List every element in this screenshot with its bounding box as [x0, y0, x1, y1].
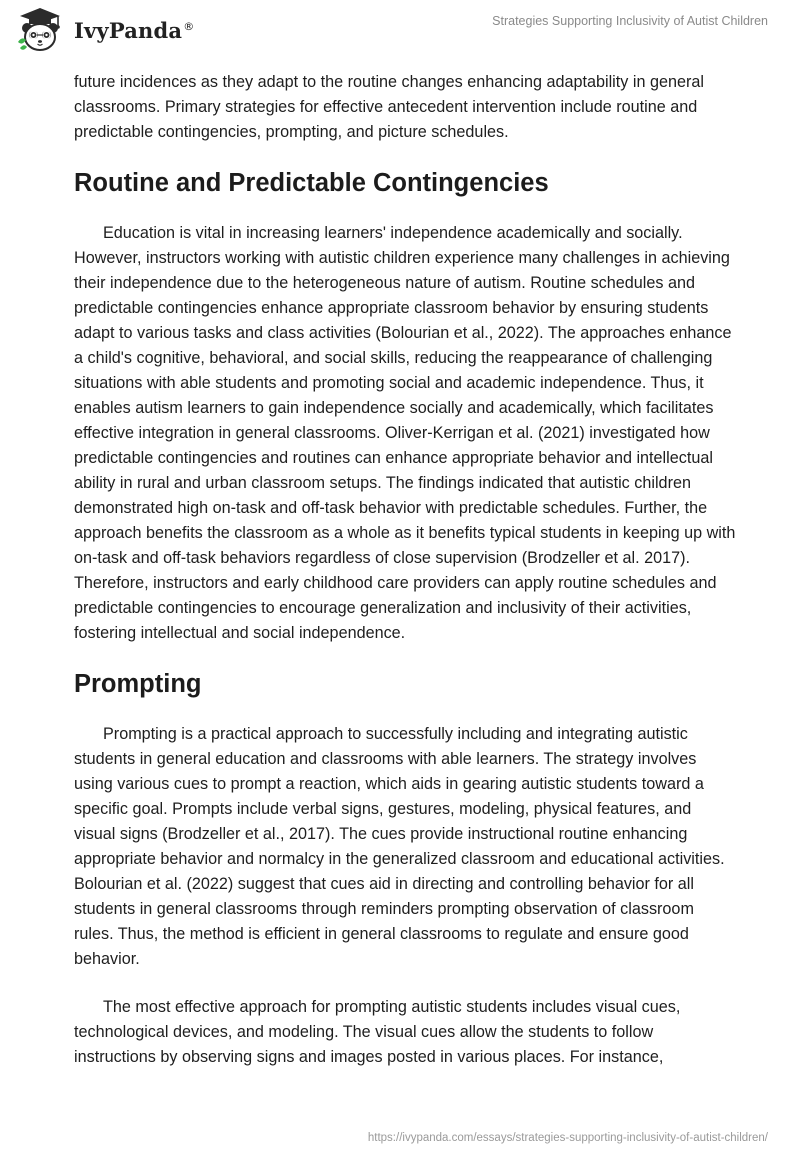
brand-name: IvyPanda®	[74, 17, 195, 43]
panda-graduate-icon	[14, 6, 66, 54]
prompting-paragraph-2: The most effective approach for prompting autistic students includes visual cues, technological devices, and modeling. The visual cues allow the students to follow instructions by observing signs and images posted in various places. For instance,	[74, 998, 681, 1066]
section-heading-prompting: Prompting	[74, 670, 202, 698]
section-heading-routine: Routine and Predictable Contingencies	[74, 169, 549, 197]
page-header	[0, 0, 800, 64]
prompting-paragraph-1: Prompting is a practical approach to successfully including and integrating autistic students in general education and classrooms with able learners. The strategy involves using various cues to prompt a reaction, which aids in gearing autistic students toward a specific goal. Prompts include verbal signs, gestures, modeling, physical features, and visual signs (Brodzeller et al., 2017). The cues provide instructional routine enhancing appropriate behavior and normalcy in the generalized classroom and educational activities. Bolourian et al. (2022) suggest that cues aid in directing and controlling behavior for all students in general classrooms through reminders prompting observation of classroom rules. Thus, the method is efficient in general classrooms to regulate and ensure good behavior.	[74, 725, 725, 968]
essay-content	[74, 70, 736, 1093]
document-title: Strategies Supporting Inclusivity of Autist Children	[492, 14, 768, 28]
routine-paragraph-1: Education is vital in increasing learners' independence academically and socially. However, instructors working with autistic children experience many challenges in achieving their independence due to the heterogeneous nature of autism. Routine schedules and predictable contingencies enhance appropriate classroom behavior by ensuring students adapt to various tasks and class activities (Bolourian et al., 2022). The approaches enhance a child's cognitive, behavioral, and social skills, reducing the reappearance of challenging situations with able students and promoting social and academic independence. Thus, it enables autism learners to gain independence socially and academically, which facilitates effective integration in general classrooms. Oliver-Kerrigan et al. (2021) investigated how predictable contingencies and routines can enhance appropriate behavior and intellectual ability in rural and urban classroom setups. The findings indicated that autistic children demonstrated high on-task and off-task behavior with predictable schedules. Further, the approach benefits the classroom as a whole as it benefits typical students in keeping up with on-task and off-task behaviors regardless of close supervision (Brodzeller et al. 2017). Therefore, instructors and early childhood care providers can apply routine schedules and predictable contingencies to encourage generalization and inclusivity of their activities, fostering intellectual and social independence.	[74, 224, 736, 642]
intro-paragraph: future incidences as they adapt to the routine changes enhancing adaptability in general classrooms. Primary strategies for effective antecedent intervention include routine and predictable contingencies, prompting, and picture schedules.	[74, 73, 704, 141]
source-url[interactable]: https://ivypanda.com/essays/strategies-supporting-inclusivity-of-autist-children/	[367, 1132, 768, 1144]
brand-logo[interactable]	[14, 6, 194, 54]
